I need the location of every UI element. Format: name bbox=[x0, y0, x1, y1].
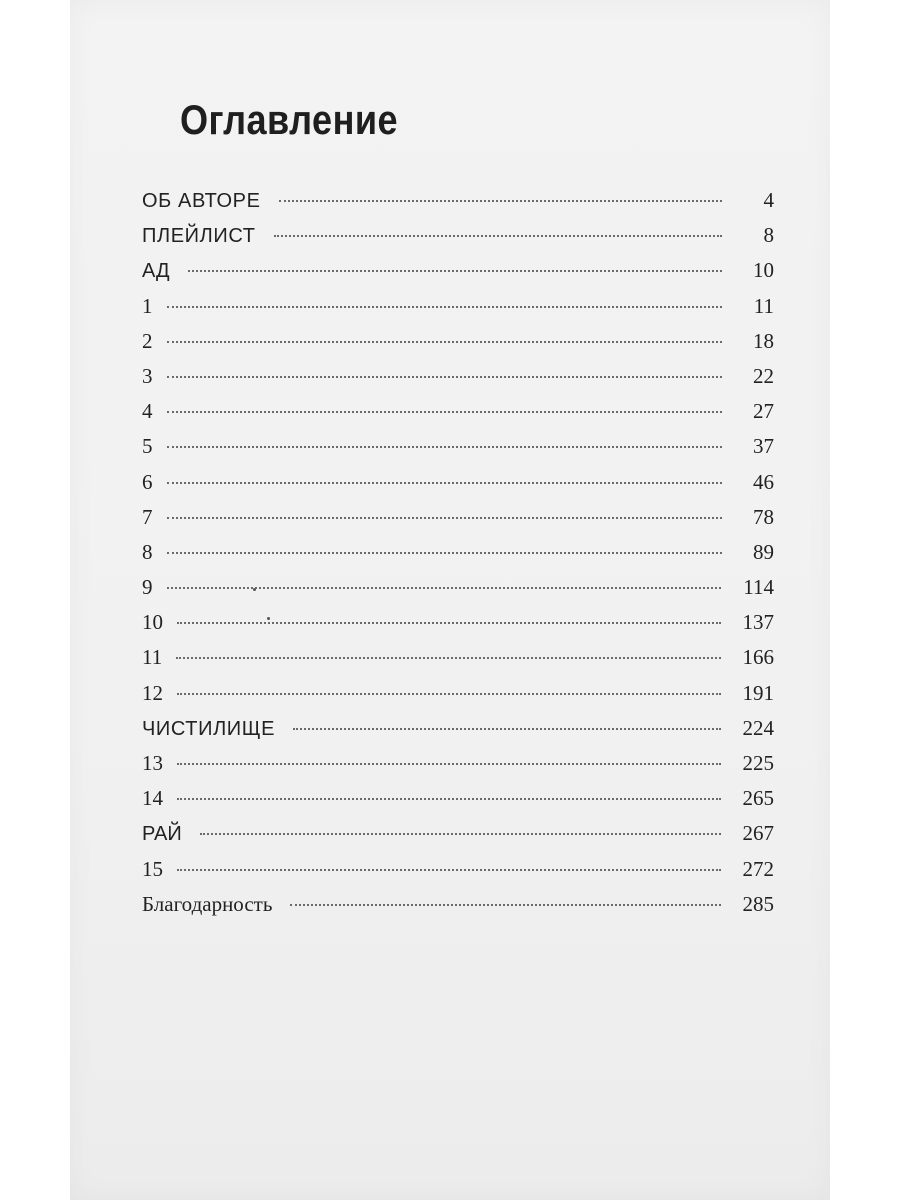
toc-entry-label: 5 bbox=[142, 434, 153, 459]
dot-leader bbox=[167, 411, 723, 413]
toc-entry-page-number: 89 bbox=[753, 539, 774, 564]
toc-entry-page-number: 27 bbox=[753, 399, 774, 424]
dot-leader bbox=[293, 728, 720, 730]
dot-leader bbox=[167, 482, 723, 484]
dot-leader bbox=[177, 798, 721, 800]
toc-entry-page-number: 10 bbox=[753, 258, 774, 283]
toc-entry-page-number: 78 bbox=[753, 504, 774, 529]
dot-leader bbox=[279, 200, 722, 202]
toc-entry-label: 15 bbox=[142, 856, 163, 881]
toc-entry-label: 12 bbox=[142, 680, 163, 705]
dot-leader bbox=[167, 306, 723, 308]
dot-leader bbox=[177, 869, 721, 871]
toc-entry-page-number: 272 bbox=[742, 856, 774, 881]
toc-entry bbox=[142, 570, 774, 605]
toc-entry-page-number: 285 bbox=[742, 891, 774, 916]
dot-leader bbox=[188, 270, 722, 272]
toc-entry bbox=[142, 605, 774, 640]
toc-entry bbox=[142, 500, 774, 535]
dot-leader bbox=[177, 763, 721, 765]
toc-entry-label: АД bbox=[142, 260, 170, 283]
toc-entry bbox=[142, 359, 774, 394]
toc-entry bbox=[142, 324, 774, 359]
toc-entry bbox=[142, 429, 774, 464]
toc-entry bbox=[142, 289, 774, 324]
toc-entry-label: 10 bbox=[142, 610, 163, 635]
dot-leader bbox=[176, 657, 720, 659]
toc-entry-page-number: 8 bbox=[763, 223, 774, 248]
table-of-contents bbox=[142, 183, 774, 922]
toc-entry-label: 9 bbox=[142, 575, 153, 600]
toc-entry-label: 6 bbox=[142, 469, 153, 494]
toc-entry-label: 14 bbox=[142, 786, 163, 811]
toc-entry-page-number: 166 bbox=[742, 645, 774, 670]
toc-entry-page-number: 18 bbox=[753, 328, 774, 353]
toc-entry bbox=[142, 394, 774, 429]
toc-entry-page-number: 265 bbox=[742, 786, 774, 811]
toc-entry-page-number: 46 bbox=[753, 469, 774, 494]
dot-leader bbox=[167, 376, 723, 378]
dot-leader bbox=[167, 587, 722, 589]
dot-leader bbox=[167, 552, 723, 554]
toc-entry-page-number: 137 bbox=[742, 610, 774, 635]
toc-entry bbox=[142, 183, 774, 218]
toc-entry-page-number: 37 bbox=[753, 434, 774, 459]
toc-entry-label: 13 bbox=[142, 751, 163, 775]
dot-leader bbox=[167, 446, 723, 448]
toc-entry bbox=[142, 218, 774, 253]
toc-entry-page-number: 114 bbox=[743, 575, 774, 600]
toc-entry-label: 1 bbox=[142, 293, 153, 318]
dot-leader bbox=[177, 693, 721, 695]
toc-entry-label: ОБ АВТОРЕ bbox=[142, 190, 261, 212]
toc-entry-label: 4 bbox=[142, 399, 153, 424]
toc-entry-page-number: 4 bbox=[763, 188, 774, 212]
toc-entry-page-number: 22 bbox=[753, 363, 774, 388]
toc-entry bbox=[142, 816, 774, 851]
toc-entry-page-number: 11 bbox=[753, 293, 774, 318]
toc-entry bbox=[142, 676, 774, 711]
toc-entry bbox=[142, 746, 774, 781]
toc-entry-page-number: 225 bbox=[742, 751, 774, 775]
dot-leader bbox=[167, 517, 723, 519]
toc-entry-page-number: 267 bbox=[742, 821, 774, 846]
toc-entry-label: 2 bbox=[142, 328, 153, 353]
toc-entry bbox=[142, 253, 774, 288]
toc-entry-label: Благодарность bbox=[142, 891, 273, 916]
dot-leader bbox=[274, 235, 722, 237]
dot-leader bbox=[167, 341, 723, 343]
dot-leader bbox=[200, 833, 721, 835]
toc-entry bbox=[142, 887, 774, 922]
toc-entry bbox=[142, 465, 774, 500]
toc-entry-label: 8 bbox=[142, 539, 153, 564]
toc-entry-label: 7 bbox=[142, 504, 153, 529]
toc-entry-page-number: 224 bbox=[742, 715, 774, 740]
page-title: Оглавление bbox=[180, 96, 398, 143]
toc-entry bbox=[142, 781, 774, 816]
toc-entry-page-number: 191 bbox=[742, 680, 774, 705]
toc-entry-label: ЧИСТИЛИЩЕ bbox=[142, 717, 276, 740]
toc-entry-label: РАЙ bbox=[142, 823, 182, 846]
toc-entry bbox=[142, 640, 774, 675]
dot-leader bbox=[177, 622, 721, 624]
toc-entry-label: ПЛЕЙЛИСТ bbox=[142, 225, 256, 248]
toc-entry bbox=[142, 711, 774, 746]
toc-entry-label: 3 bbox=[142, 363, 153, 388]
toc-entry bbox=[142, 535, 774, 570]
dot-leader bbox=[290, 904, 720, 906]
toc-entry bbox=[142, 852, 774, 887]
toc-entry-label: 11 bbox=[142, 645, 163, 670]
